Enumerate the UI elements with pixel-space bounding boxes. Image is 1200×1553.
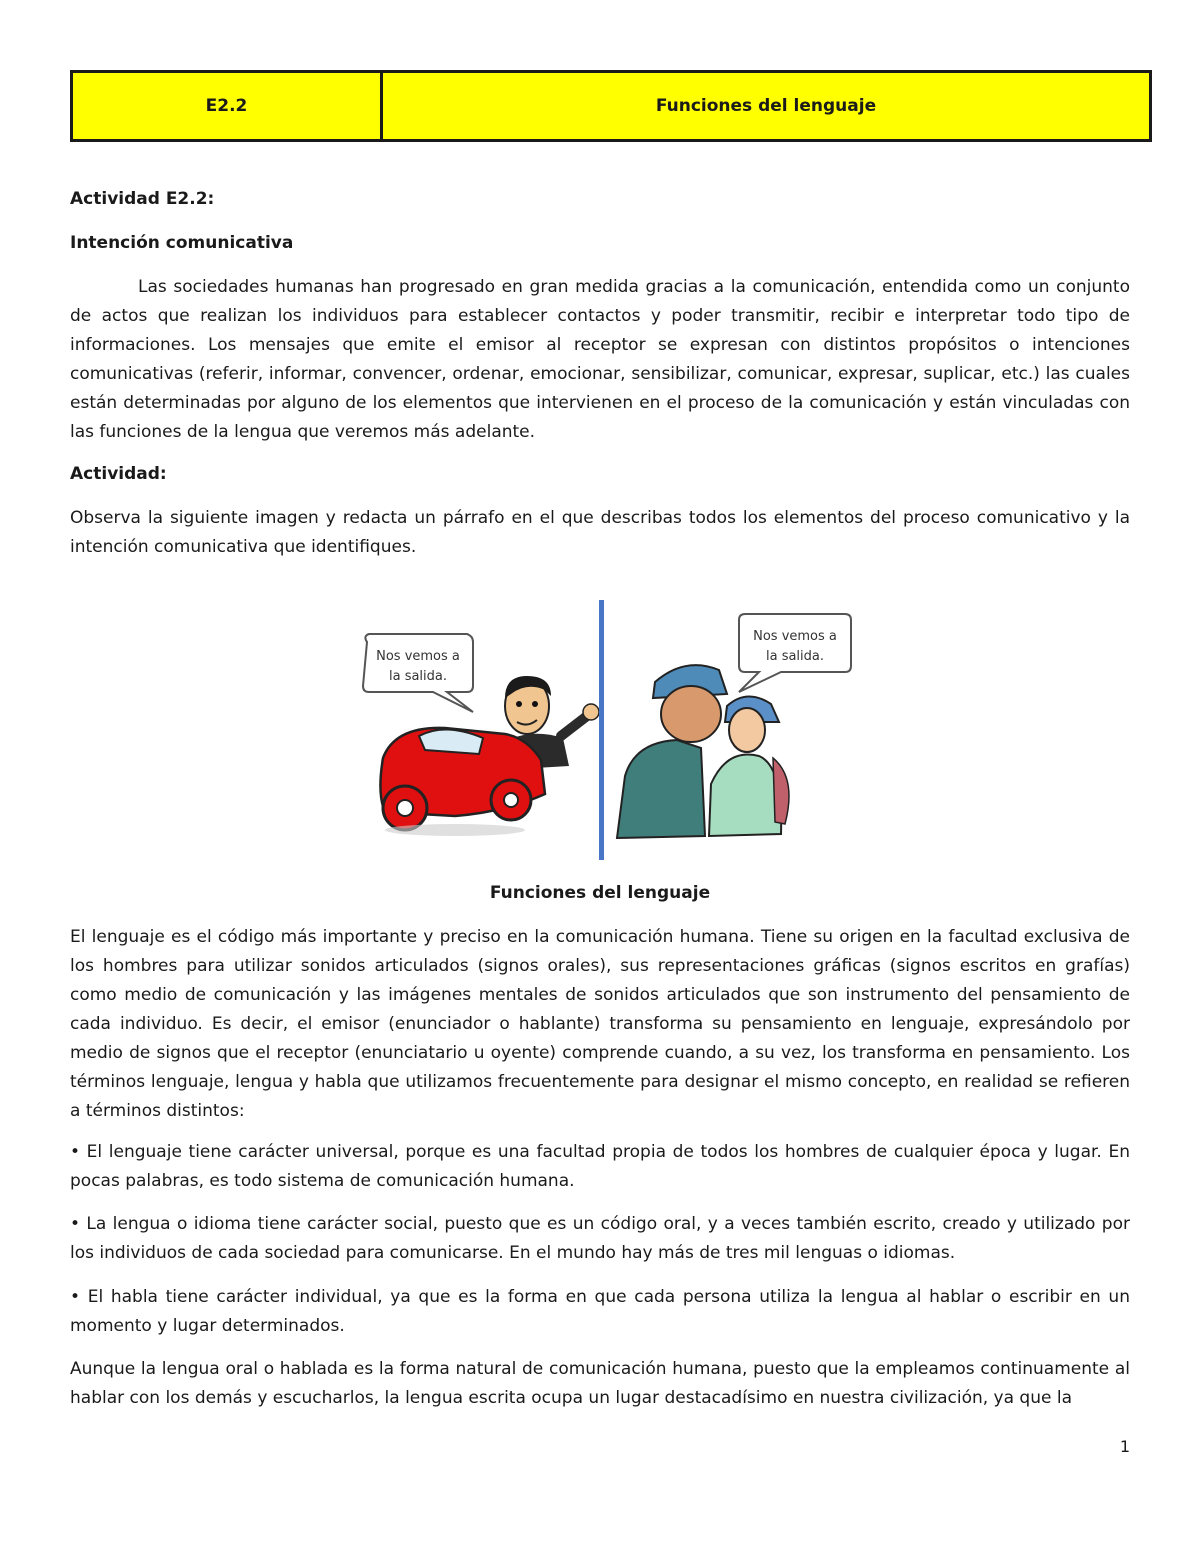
activity-title: Actividad E2.2: xyxy=(70,189,215,209)
page-number: 1 xyxy=(1119,1437,1130,1456)
header-title: Funciones del lenguaje xyxy=(382,72,1151,141)
activity-label: Actividad: xyxy=(70,464,167,484)
header-table xyxy=(70,70,1152,142)
left-bubble-line1: Nos vemos a xyxy=(376,649,460,664)
red-car xyxy=(380,728,545,836)
left-speech-bubble xyxy=(363,634,473,712)
activity-instruction: Observa la siguiente imagen y redacta un párrafo en el que describas todos los elementos del proceso comunicativo y la intención comunicativa que identifiques. xyxy=(70,508,1130,557)
intro-paragraph: Las sociedades humanas han progresado en gran medida gracias a la comunicación, entendida como un conjunto de actos que realizan los individuos para establecer contactos y poder transmitir, recibir e interpretar todo tipo de informaciones. Los mensajes que emite el emisor al receptor se expresan con distintos propósitos o intenciones comunicativas (referir, informar, convencer, ordenar, emocionar, sensibilizar, comunicar, expresar, suplicar, etc.) las cuales están determinadas por alguno de los elementos que intervienen en el proceso de la comunicación y están vinculadas con las funciones de la lengua que veremos más adelante. xyxy=(70,277,1130,442)
section-paragraph: El lenguaje es el código más importante y preciso en la comunicación humana. Tiene su origen en la facultad exclusiva de los hombres para utilizar sonidos articulados (signos orales), sus representaciones gráficas (signos escritos en grafías) como medio de comunicación y las imágenes mentales de sonidos articulados que son instrumento del pensamiento de cada individuo. Es decir, el emisor (enunciador o hablante) transforma su pensamiento en lenguaje, expresándolo por medio de signos que el receptor (enunciatario u oyente) comprende cuando, a su vez, los transforma en pensamiento. Los términos lenguaje, lengua y habla que utilizamos frecuentemente para designar el mismo concepto, en realidad se refieren a términos distintos: xyxy=(70,927,1130,1121)
right-bubble-line1: Nos vemos a xyxy=(753,629,837,644)
activity-code: E2.2 xyxy=(72,72,382,141)
communication-illustration xyxy=(355,598,855,862)
bullet-habla: • El habla tiene carácter individual, ya que es la forma en que cada persona utiliza la lengua al hablar o escribir en un momento y lugar determinados. xyxy=(70,1287,1130,1336)
bullet-lengua: • La lengua o idioma tiene carácter social, puesto que es un código oral, y a veces también escrito, creado y utilizado por los individuos de cada sociedad para comunicarse. En el mundo hay más de tres mil lenguas o idiomas. xyxy=(70,1214,1130,1263)
right-speech-bubble xyxy=(739,614,851,692)
bullet-lenguaje: • El lenguaje tiene carácter universal, porque es una facultad propia de todos los hombres de cualquier época y lugar. En pocas palabras, es todo sistema de comunicación humana. xyxy=(70,1142,1130,1191)
section-title: Funciones del lenguaje xyxy=(489,883,711,903)
right-bubble-line2: la salida. xyxy=(765,649,825,664)
closing-paragraph: Aunque la lengua oral o hablada es la forma natural de comunicación humana, puesto que la empleamos continuamente al hablar con los demás y escucharlos, la lengua escrita ocupa un lugar destacadísimo en nuestra civilización, ya que la xyxy=(70,1359,1130,1408)
subtitle: Intención comunicativa xyxy=(70,233,294,253)
left-bubble-line2: la salida. xyxy=(388,669,448,684)
divider-line xyxy=(599,600,604,860)
